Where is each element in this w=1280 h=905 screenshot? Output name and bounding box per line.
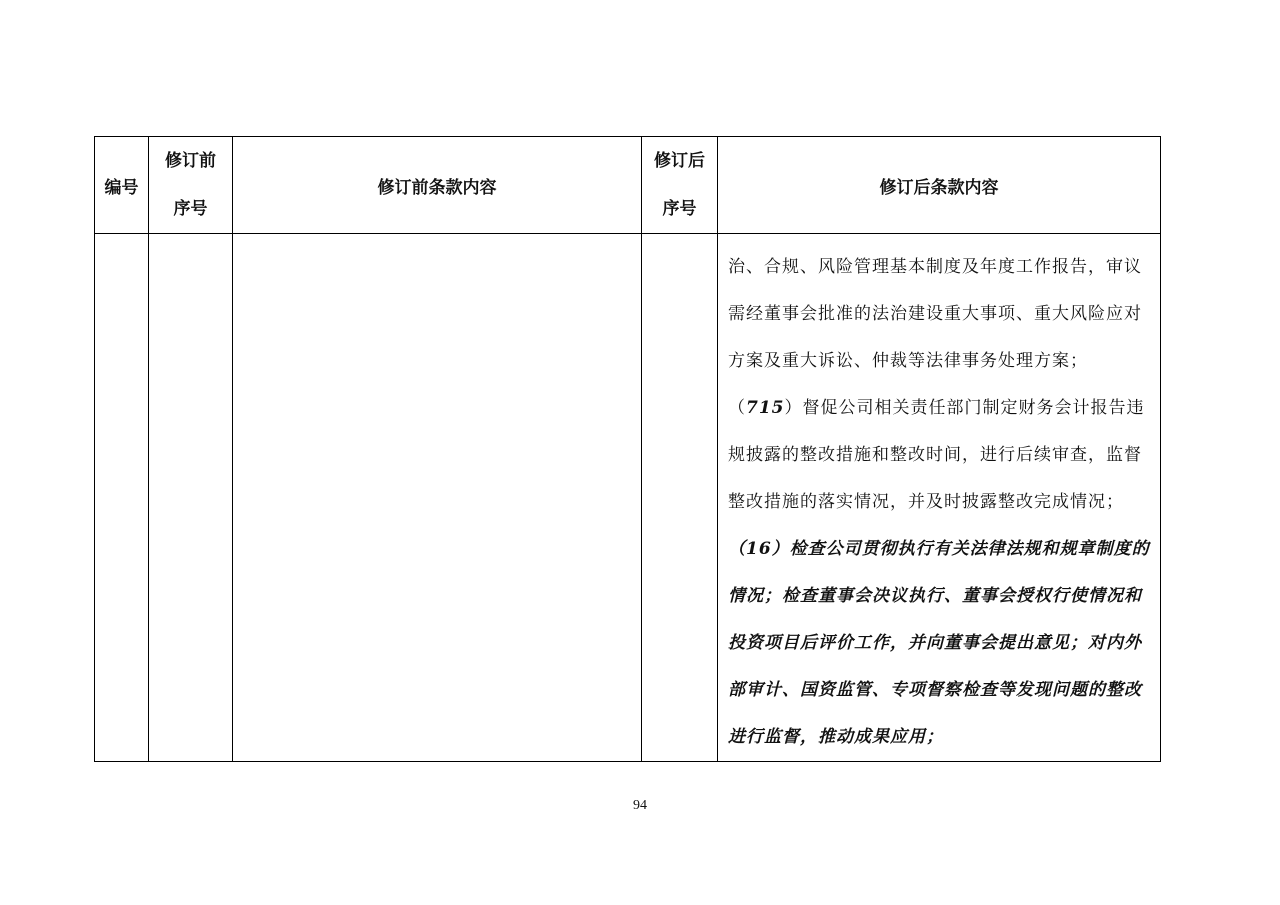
header-no: 编号 <box>95 137 149 234</box>
page-number: 94 <box>633 798 647 813</box>
after-content-paragraph-1: 治、合规、风险管理基本制度及年度工作报告，审议需经董事会批准的法治建设重大事项、重大风险应对方案及重大诉讼、仲裁等法律事务处理方案； <box>728 257 1142 371</box>
table-row <box>95 234 1161 762</box>
paren-open: （ <box>728 398 746 418</box>
after-content-text <box>718 234 1160 761</box>
header-before-seq-line2: 序号 <box>173 199 208 219</box>
header-row <box>95 137 1161 234</box>
item-number-revised: 715 <box>746 398 785 418</box>
cell-before-seq <box>149 234 233 762</box>
header-after-seq-line1: 修订后 <box>654 151 705 171</box>
header-before-content: 修订前条款内容 <box>233 137 642 234</box>
header-after-content: 修订后条款内容 <box>718 137 1161 234</box>
header-after-seq <box>642 137 718 234</box>
cell-no <box>95 234 149 762</box>
after-content-paragraph-2-text: ）督促公司相关责任部门制定财务会计报告违规披露的整改措施和整改时间，进行后续审查，监督整改措施的落实情况，并及时披露整改完成情况； <box>728 398 1145 512</box>
after-content-paragraph-2 <box>728 385 1154 526</box>
revision-table <box>94 136 1161 762</box>
cell-before-content <box>233 234 642 762</box>
header-before-seq-line1: 修订前 <box>165 151 216 171</box>
cell-after-content <box>718 234 1161 762</box>
header-before-seq <box>149 137 233 234</box>
cell-after-seq <box>642 234 718 762</box>
after-content-paragraph-3: （16）检查公司贯彻执行有关法律法规和规章制度的情况；检查董事会决议执行、董事会授权行使情况和投资项目后评价工作，并向董事会提出意见；对内外部审计、国资监管、专项督察检查等发现问题的整改进行监督，推动成果应用； <box>728 539 1150 747</box>
header-after-seq-line2: 序号 <box>662 199 697 219</box>
